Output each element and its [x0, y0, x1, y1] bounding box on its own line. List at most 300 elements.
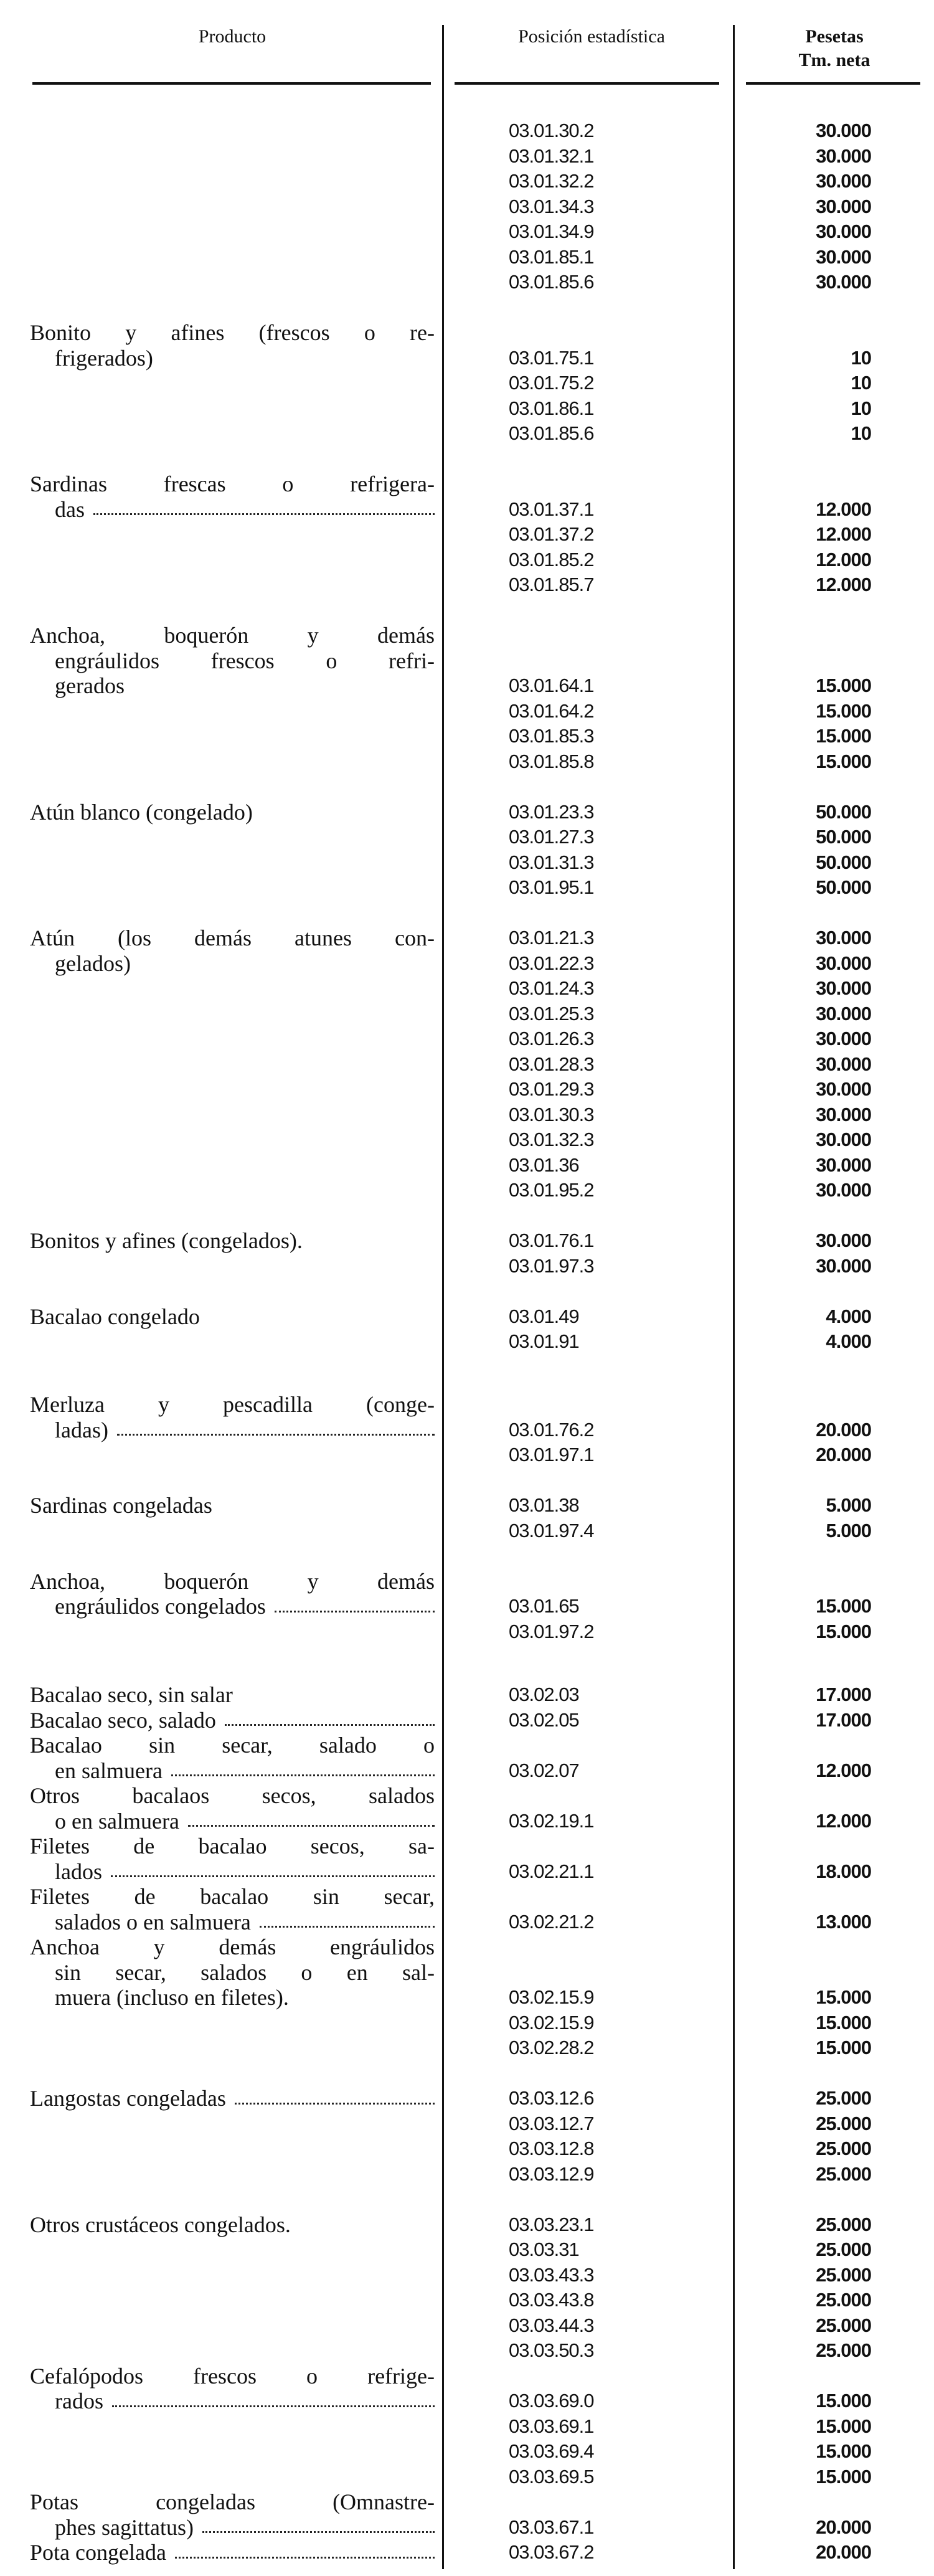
pesetas-per-tonne: 15.000 — [816, 675, 871, 696]
table-row — [509, 1254, 882, 1279]
dot-leader — [260, 1910, 435, 1928]
pesetas-per-tonne: 15.000 — [816, 2037, 871, 2058]
code-list — [509, 1682, 882, 1708]
statistical-position: 03.01.32.1 — [509, 144, 594, 167]
pesetas-per-tonne: 30.000 — [816, 271, 871, 293]
statistical-position: 03.03.69.1 — [509, 2415, 594, 2437]
dot-leader — [202, 2515, 435, 2534]
table-row — [509, 1758, 882, 1784]
product-name — [30, 1493, 435, 1518]
statistical-position: 03.02.19.1 — [509, 1809, 594, 1832]
statistical-position: 03.01.36 — [509, 1153, 579, 1176]
product-name-line — [30, 2086, 435, 2111]
table-row — [509, 1418, 882, 1443]
statistical-position: 03.01.85.6 — [509, 422, 594, 444]
pesetas-per-tonne: 50.000 — [816, 876, 871, 898]
pesetas-per-tonne: 15.000 — [816, 1595, 871, 1617]
statistical-position: 03.01.49 — [509, 1305, 579, 1327]
product-name-line — [30, 1392, 435, 1418]
product-name-line — [30, 1569, 435, 1594]
pesetas-per-tonne: 30.000 — [816, 1129, 871, 1150]
pesetas-per-tonne: 50.000 — [816, 851, 871, 873]
statistical-position: 03.03.67.1 — [509, 2516, 594, 2538]
table-row — [509, 1910, 882, 1935]
statistical-position: 03.01.23.3 — [509, 800, 594, 823]
pesetas-per-tonne: 50.000 — [816, 826, 871, 848]
statistical-position: 03.02.21.1 — [509, 1860, 594, 1882]
statistical-position: 03.01.97.1 — [509, 1444, 594, 1466]
product-name-text: Bacalao congelado — [30, 1304, 200, 1329]
dot-leader — [175, 2540, 435, 2559]
product-name-line — [30, 926, 435, 951]
product-name — [30, 623, 435, 699]
dot-leader — [112, 2389, 435, 2407]
product-name — [30, 1934, 435, 2010]
pesetas-per-tonne: 10 — [851, 422, 871, 444]
pesetas-per-tonne: 15.000 — [816, 2390, 871, 2412]
pesetas-per-tonne: 25.000 — [816, 2289, 871, 2311]
table-row — [509, 926, 882, 951]
product-name — [30, 2489, 435, 2540]
table-row — [509, 118, 882, 144]
table-row — [509, 2439, 882, 2465]
table-row — [509, 1002, 882, 1027]
table-row — [509, 800, 882, 825]
statistical-position: 03.01.29.3 — [509, 1078, 594, 1100]
code-list — [509, 926, 882, 1203]
statistical-position: 03.01.25.3 — [509, 1002, 594, 1025]
pesetas-per-tonne: 5.000 — [826, 1519, 871, 1541]
table-row — [509, 1859, 882, 1885]
table-row — [509, 1026, 882, 1052]
statistical-position: 03.03.12.6 — [509, 2087, 594, 2109]
statistical-position: 03.03.31 — [509, 2238, 579, 2260]
pesetas-per-tonne: 30.000 — [816, 1179, 871, 1201]
product-name-line — [30, 673, 435, 699]
product-name-text: Filetes de bacalao sin secar, — [30, 1884, 435, 1909]
table-row — [509, 2010, 882, 2036]
product-name-text: muera (incluso en filetes). — [55, 1985, 289, 2010]
product-name-text: Bacalao seco, sin salar — [30, 1682, 233, 1707]
pesetas-per-tonne: 15.000 — [816, 1620, 871, 1642]
product-name — [30, 1304, 435, 1330]
table-row — [509, 194, 882, 220]
statistical-position: 03.01.76.2 — [509, 1418, 594, 1441]
pesetas-per-tonne: 25.000 — [816, 2138, 871, 2159]
product-name — [30, 320, 435, 371]
table-row — [509, 1304, 882, 1330]
statistical-position: 03.01.30.2 — [509, 120, 594, 141]
product-group — [0, 471, 934, 598]
statistical-position: 03.01.95.2 — [509, 1179, 594, 1201]
code-list — [509, 1228, 882, 1279]
table-row — [509, 2338, 882, 2364]
product-name-text: salados o en salmuera — [55, 1909, 251, 1934]
pesetas-per-tonne: 15.000 — [816, 1986, 871, 2008]
product-group — [0, 1228, 934, 1279]
statistical-position: 03.03.69.0 — [509, 2390, 594, 2412]
header-rule-pesetas — [746, 82, 920, 85]
product-name-text: Bonitos y afines (congelados). — [30, 1228, 303, 1253]
table-row — [509, 1708, 882, 1733]
product-name — [30, 1783, 435, 1834]
product-name-text: lados — [55, 1859, 102, 1884]
product-name-text: Cefalópodos frescos o refrige- — [30, 2363, 435, 2389]
statistical-position: 03.01.97.2 — [509, 1620, 594, 1642]
product-group — [0, 1304, 934, 1355]
table-row — [509, 673, 882, 699]
product-name-text: Bonito y afines (frescos o re- — [30, 320, 435, 345]
table-row — [509, 2111, 882, 2137]
table-row — [509, 346, 882, 371]
product-name — [30, 1708, 435, 1733]
product-name-line — [30, 1783, 435, 1809]
product-name-text: Otros crustáceos congelados. — [30, 2212, 291, 2237]
product-name-text: Langostas congeladas — [30, 2086, 226, 2111]
product-name — [30, 2086, 435, 2111]
pesetas-per-tonne: 17.000 — [816, 1683, 871, 1705]
table-row — [509, 825, 882, 850]
pesetas-per-tonne: 30.000 — [816, 1103, 871, 1125]
product-name — [30, 1834, 435, 1884]
statistical-position: 03.01.37.1 — [509, 498, 594, 520]
table-row — [509, 2288, 882, 2313]
pesetas-per-tonne: 12.000 — [816, 574, 871, 595]
statistical-position: 03.01.28.3 — [509, 1053, 594, 1075]
product-group — [0, 1392, 934, 1468]
pesetas-per-tonne: 30.000 — [816, 120, 871, 141]
product-name-text: Anchoa y demás engráulidos — [30, 1934, 435, 1959]
table-row — [509, 219, 882, 245]
product-group — [0, 1884, 934, 1934]
pesetas-per-tonne: 30.000 — [816, 1229, 871, 1251]
product-name-line — [30, 1708, 435, 1733]
product-name-text: phes sagittatus) — [55, 2514, 194, 2540]
table-row — [509, 1077, 882, 1102]
pesetas-per-tonne: 25.000 — [816, 2213, 871, 2235]
product-group — [0, 800, 934, 901]
product-group — [0, 320, 934, 447]
pesetas-per-tonne: 30.000 — [816, 220, 871, 242]
dot-leader — [188, 1809, 435, 1827]
code-list — [509, 1985, 882, 2061]
product-name-line — [30, 1493, 435, 1518]
table-row — [509, 749, 882, 775]
product-name-line — [30, 346, 435, 371]
statistical-position: 03.02.05 — [509, 1708, 579, 1731]
statistical-position: 03.02.15.9 — [509, 1986, 594, 2008]
statistical-position: 03.01.91 — [509, 1330, 579, 1352]
product-name-text: das — [55, 496, 85, 522]
table-row — [509, 1153, 882, 1178]
pesetas-per-tonne: 13.000 — [816, 1910, 871, 1933]
table-row — [509, 1052, 882, 1077]
statistical-position: 03.01.34.3 — [509, 195, 594, 217]
product-name-line — [30, 1733, 435, 1758]
product-name-line — [30, 1594, 435, 1619]
dot-leader — [235, 2086, 435, 2105]
pesetas-per-tonne: 15.000 — [816, 725, 871, 747]
table-row — [509, 1985, 882, 2010]
statistical-position: 03.01.85.1 — [509, 245, 594, 268]
pesetas-per-tonne: 12.000 — [816, 498, 871, 520]
statistical-position: 03.03.69.4 — [509, 2440, 594, 2462]
statistical-position: 03.03.43.3 — [509, 2263, 594, 2286]
pesetas-per-tonne: 30.000 — [816, 927, 871, 949]
code-list — [509, 1859, 882, 1885]
statistical-position: 03.01.32.2 — [509, 170, 594, 192]
code-list — [509, 2212, 882, 2364]
table-row — [509, 2237, 882, 2263]
product-name-text: Atún (los demás atunes con- — [30, 926, 435, 950]
pesetas-per-tonne: 30.000 — [816, 952, 871, 974]
pesetas-per-tonne: 18.000 — [816, 1860, 871, 1882]
pesetas-per-tonne: 30.000 — [816, 1053, 871, 1075]
column-header-position: Posición estadística — [518, 26, 665, 47]
statistical-position: 03.02.07 — [509, 1759, 579, 1781]
product-name — [30, 800, 435, 825]
product-name-text: frigerados) — [55, 345, 153, 371]
pesetas-per-tonne: 4.000 — [826, 1330, 871, 1352]
pesetas-per-tonne: 15.000 — [816, 2011, 871, 2034]
product-name-line — [30, 2212, 435, 2238]
statistical-position: 03.02.15.9 — [509, 2011, 594, 2034]
product-group — [0, 118, 934, 295]
pesetas-per-tonne: 17.000 — [816, 1708, 871, 1731]
table-row — [509, 144, 882, 169]
pesetas-per-tonne: 25.000 — [816, 2087, 871, 2109]
statistical-position: 03.02.03 — [509, 1683, 579, 1705]
product-name-text: engráulidos congelados — [55, 1594, 266, 1619]
product-name-text: Atún blanco (congelado) — [30, 799, 253, 825]
product-name — [30, 1569, 435, 1619]
product-group — [0, 1733, 934, 1783]
column-header-product: Producto — [198, 26, 267, 47]
product-group — [0, 2540, 934, 2565]
product-name-text: Merluza y pescadilla (conge- — [30, 1392, 435, 1418]
table-row — [509, 2086, 882, 2111]
statistical-position: 03.03.23.1 — [509, 2213, 594, 2235]
product-name-line — [30, 1960, 435, 1986]
table-row — [509, 2035, 882, 2061]
table-row — [509, 169, 882, 194]
product-group — [0, 1569, 934, 1645]
pesetas-per-tonne: 12.000 — [816, 1809, 871, 1832]
pesetas-per-tonne: 20.000 — [816, 2516, 871, 2538]
table-row — [509, 1442, 882, 1468]
statistical-position: 03.01.31.3 — [509, 851, 594, 873]
statistical-position: 03.01.27.3 — [509, 826, 594, 848]
code-list — [509, 2515, 882, 2540]
product-name-line — [30, 1910, 435, 1935]
dot-leader — [93, 497, 435, 516]
pesetas-per-tonne: 15.000 — [816, 750, 871, 772]
table-row — [509, 547, 882, 573]
product-name — [30, 2364, 435, 2414]
product-group — [0, 1783, 934, 1834]
product-name-line — [30, 1859, 435, 1885]
statistical-position: 03.01.75.1 — [509, 346, 594, 369]
table-row — [509, 850, 882, 876]
product-name-line — [30, 2540, 435, 2565]
dot-leader — [111, 1859, 435, 1878]
statistical-position: 03.01.64.2 — [509, 699, 594, 722]
statistical-position: 03.01.85.6 — [509, 271, 594, 293]
product-group — [0, 1934, 934, 2061]
code-list — [509, 1758, 882, 1784]
code-list — [509, 2540, 882, 2565]
product-name-text: gelados) — [55, 950, 131, 976]
product-group — [0, 2086, 934, 2187]
product-group — [0, 926, 934, 1203]
pesetas-per-tonne: 15.000 — [816, 2465, 871, 2488]
table-row — [509, 371, 882, 396]
product-name-text: Potas congeladas (Omnastre- — [30, 2489, 435, 2514]
pesetas-per-tonne: 30.000 — [816, 1153, 871, 1176]
product-name — [30, 1733, 435, 1783]
table-row — [509, 2313, 882, 2339]
statistical-position: 03.01.34.9 — [509, 220, 594, 242]
product-name-text: Anchoa, boquerón y demás — [30, 623, 435, 648]
code-list — [509, 346, 882, 447]
product-name-line — [30, 1809, 435, 1834]
product-name-text: Pota congelada — [30, 2540, 166, 2565]
statistical-position: 03.02.21.2 — [509, 1910, 594, 1933]
statistical-position: 03.01.85.2 — [509, 548, 594, 571]
statistical-position: 03.01.32.3 — [509, 1129, 594, 1150]
statistical-position: 03.02.28.2 — [509, 2037, 594, 2058]
statistical-position: 03.03.44.3 — [509, 2314, 594, 2336]
product-name-line — [30, 623, 435, 648]
pesetas-per-tonne: 30.000 — [816, 195, 871, 217]
statistical-position: 03.01.21.3 — [509, 927, 594, 949]
pesetas-per-tonne: 30.000 — [816, 144, 871, 167]
product-name-line — [30, 648, 435, 674]
table-row — [509, 1127, 882, 1153]
table-row — [509, 951, 882, 977]
pesetas-per-tonne: 25.000 — [816, 2314, 871, 2336]
pesetas-per-tonne: 15.000 — [816, 699, 871, 722]
product-name-line — [30, 1758, 435, 1784]
product-name-text: engráulidos frescos o refri- — [55, 648, 435, 673]
product-name-text: en salmuera — [55, 1758, 163, 1783]
table-row — [509, 2540, 882, 2565]
table-row — [509, 1809, 882, 1834]
code-list — [509, 2086, 882, 2187]
table-row — [509, 1594, 882, 1619]
product-name-text: Bacalao sin secar, salado o — [30, 1733, 435, 1758]
product-name — [30, 1228, 435, 1254]
pesetas-per-tonne: 25.000 — [816, 2339, 871, 2361]
pesetas-per-tonne: 30.000 — [816, 1254, 871, 1277]
product-name-line — [30, 951, 435, 977]
pesetas-per-tonne: 12.000 — [816, 1759, 871, 1781]
statistical-position: 03.01.97.4 — [509, 1519, 594, 1541]
statistical-position: 03.01.85.3 — [509, 725, 594, 747]
product-name-line — [30, 320, 435, 346]
product-name-line — [30, 1228, 435, 1254]
table-row — [509, 270, 882, 295]
statistical-position: 03.03.43.8 — [509, 2289, 594, 2311]
pesetas-per-tonne: 50.000 — [816, 800, 871, 823]
table-row — [509, 1178, 882, 1203]
dot-leader — [171, 1758, 435, 1777]
table-row — [509, 2389, 882, 2414]
product-name-text: ladas) — [55, 1417, 108, 1442]
code-list — [509, 1418, 882, 1468]
product-group — [0, 2364, 934, 2490]
product-name-line — [30, 471, 435, 497]
product-name — [30, 2540, 435, 2565]
statistical-position: 03.01.26.3 — [509, 1028, 594, 1049]
table-row — [509, 245, 882, 270]
table-row — [509, 1682, 882, 1708]
product-name-text: Anchoa, boquerón y demás — [30, 1568, 435, 1594]
product-name — [30, 926, 435, 976]
statistical-position: 03.03.12.7 — [509, 2112, 594, 2134]
product-name-text: o en salmuera — [55, 1808, 179, 1834]
code-list — [509, 1809, 882, 1834]
statistical-position: 03.01.64.1 — [509, 675, 594, 696]
table-row — [509, 875, 882, 901]
product-group — [0, 1682, 934, 1708]
pesetas-per-tonne: 30.000 — [816, 1002, 871, 1025]
header-rule-position — [455, 82, 719, 85]
product-name — [30, 1392, 435, 1442]
statistical-position: 03.03.12.8 — [509, 2138, 594, 2159]
product-name-text: Bacalao seco, salado — [30, 1707, 216, 1733]
table-row — [509, 2263, 882, 2288]
statistical-position: 03.01.75.2 — [509, 372, 594, 394]
product-name-text: gerados — [55, 673, 125, 698]
statistical-position: 03.01.38 — [509, 1494, 579, 1517]
pesetas-per-tonne: 30.000 — [816, 1028, 871, 1049]
code-list — [509, 1594, 882, 1644]
statistical-position: 03.01.76.1 — [509, 1229, 594, 1251]
tariff-table-body — [0, 118, 934, 2565]
table-row — [509, 2465, 882, 2490]
product-group — [0, 1834, 934, 1884]
pesetas-per-tonne: 30.000 — [816, 245, 871, 268]
product-name-text: sin secar, salados o en sal- — [55, 1959, 435, 1985]
pesetas-per-tonne: 25.000 — [816, 2112, 871, 2134]
dot-leader — [225, 1708, 435, 1726]
product-name — [30, 1682, 435, 1708]
statistical-position: 03.01.30.3 — [509, 1103, 594, 1125]
code-list — [509, 497, 882, 598]
pesetas-per-tonne: 4.000 — [826, 1305, 871, 1327]
pesetas-per-tonne: 12.000 — [816, 548, 871, 571]
table-row — [509, 497, 882, 523]
statistical-position: 03.03.67.2 — [509, 2541, 594, 2563]
pesetas-per-tonne: 25.000 — [816, 2162, 871, 2185]
pesetas-per-tonne: 30.000 — [816, 977, 871, 999]
pesetas-per-tonne: 20.000 — [816, 1444, 871, 1466]
dot-leader — [275, 1594, 435, 1612]
statistical-position: 03.03.69.5 — [509, 2465, 594, 2488]
column-header-pesetas: Pesetas — [805, 26, 864, 47]
product-group — [0, 2212, 934, 2364]
code-list — [509, 1708, 882, 1733]
table-row — [509, 2414, 882, 2440]
statistical-position: 03.03.12.9 — [509, 2162, 594, 2185]
pesetas-per-tonne: 12.000 — [816, 523, 871, 545]
code-list — [509, 118, 882, 295]
pesetas-per-tonne: 25.000 — [816, 2238, 871, 2260]
statistical-position: 03.01.95.1 — [509, 876, 594, 898]
product-name — [30, 1884, 435, 1934]
table-row — [509, 724, 882, 749]
